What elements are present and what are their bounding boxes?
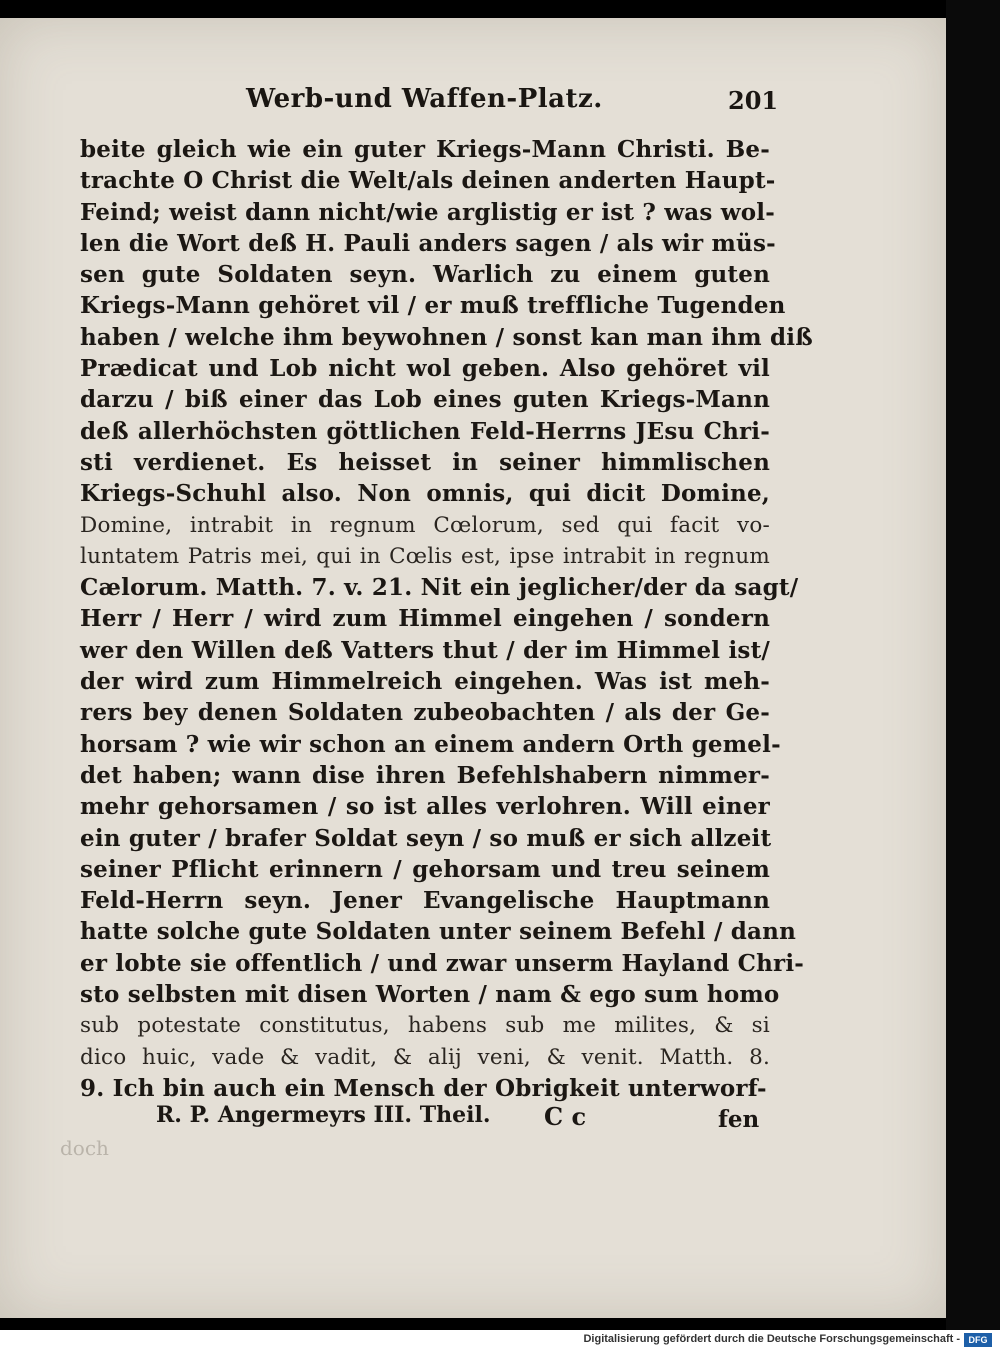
text-line: Prædicat und Lob nicht wol geben. Also gehöret vil xyxy=(80,355,770,383)
text-line: darzu / biß einer das Lob eines guten Kriegs-Mann xyxy=(80,386,770,414)
text-line: sub potestate constitutus, habens sub me milites, & si xyxy=(80,1013,770,1039)
text-line: Feind; weist dann nicht/wie arglistig er ist ? was wol- xyxy=(80,198,775,226)
text-line: luntatem Patris mei, qui in Cœlis est, ipse intrabit in regnum xyxy=(80,543,770,569)
text-line: beite gleich wie ein guter Kriegs-Mann Christi. Be- xyxy=(80,136,770,163)
text-line: Feld-Herrn seyn. Jener Evangelische Hauptmann xyxy=(80,887,770,915)
text-line: sen gute Soldaten seyn. Warlich zu einem guten xyxy=(80,261,770,289)
page-number: 201 xyxy=(728,86,779,115)
page-footer xyxy=(0,1102,946,1142)
text-line: horsam ? wie wir schon an einem andern Orth gemel- xyxy=(80,730,781,758)
footer-signature-mark: C c xyxy=(544,1102,587,1131)
text-line: trachte O Christ die Welt/als deinen anderten Haupt- xyxy=(80,167,776,195)
text-line: haben / welche ihm beywohnen / sonst kan man ihm diß xyxy=(80,323,813,351)
scan-border xyxy=(946,0,1000,1330)
text-line: dico huic, vade & vadit, & alij veni, & venit. Matth. 8. xyxy=(80,1044,770,1070)
text-line: len die Wort deß H. Pauli anders sagen / als wir müs- xyxy=(80,229,776,257)
catchword: fen xyxy=(718,1106,760,1133)
running-title: Werb-und Waffen-Platz. xyxy=(246,84,603,114)
dfg-logo-icon: DFG xyxy=(964,1333,992,1347)
text-line: 9. Ich bin auch ein Mensch der Obrigkeit unterworf- xyxy=(80,1074,767,1102)
footer-signature-line: R. P. Angermeyrs III. Theil. xyxy=(156,1102,491,1128)
text-line: deß allerhöchsten göttlichen Feld-Herrns JEsu Chri- xyxy=(80,417,770,445)
text-line: der wird zum Himmelreich eingehen. Was ist meh- xyxy=(80,668,770,696)
text-line: Kriegs-Schuhl also. Non omnis, qui dicit Domine, xyxy=(80,480,770,508)
text-line: wer den Willen deß Vatters thut / der im Himmel ist/ xyxy=(80,636,770,664)
text-line: Cælorum. Matth. 7. v. 21. Nit ein jeglicher/der da sagt/ xyxy=(80,574,799,602)
text-line: Domine, intrabit in regnum Cœlorum, sed qui facit vo- xyxy=(80,512,770,538)
book-page xyxy=(0,18,946,1318)
text-line: det haben; wann dise ihren Befehlshabern nimmer- xyxy=(80,761,770,789)
text-line: ein guter / brafer Soldat seyn / so muß er sich allzeit xyxy=(80,824,772,852)
text-line: hatte solche gute Soldaten unter seinem Befehl / dann xyxy=(80,918,796,946)
text-line: sto selbsten mit disen Worten / nam & ego sum homo xyxy=(80,981,780,1009)
credit-bar xyxy=(0,1330,1000,1350)
text-line: Kriegs-Mann gehöret vil / er muß treffliche Tugenden xyxy=(80,292,786,320)
text-line: er lobte sie offentlich / und zwar unserm Hayland Chri- xyxy=(80,949,805,977)
text-line: mehr gehorsamen / so ist alles verlohren. Will einer xyxy=(80,793,770,821)
credit-text: Digitalisierung gefördert durch die Deutsche Forschungsgemeinschaft - xyxy=(583,1333,960,1345)
page-header xyxy=(0,84,946,124)
text-line: rers bey denen Soldaten zubeobachten / als der Ge- xyxy=(80,699,770,727)
text-line: sti verdienet. Es heisset in seiner himmlischen xyxy=(80,448,770,476)
show-through-text: doch xyxy=(60,1136,109,1160)
text-line: Herr / Herr / wird zum Himmel eingehen / sondern xyxy=(80,605,770,633)
body-text xyxy=(80,134,813,1104)
text-line: seiner Pflicht erinnern / gehorsam und treu seinem xyxy=(80,855,770,883)
